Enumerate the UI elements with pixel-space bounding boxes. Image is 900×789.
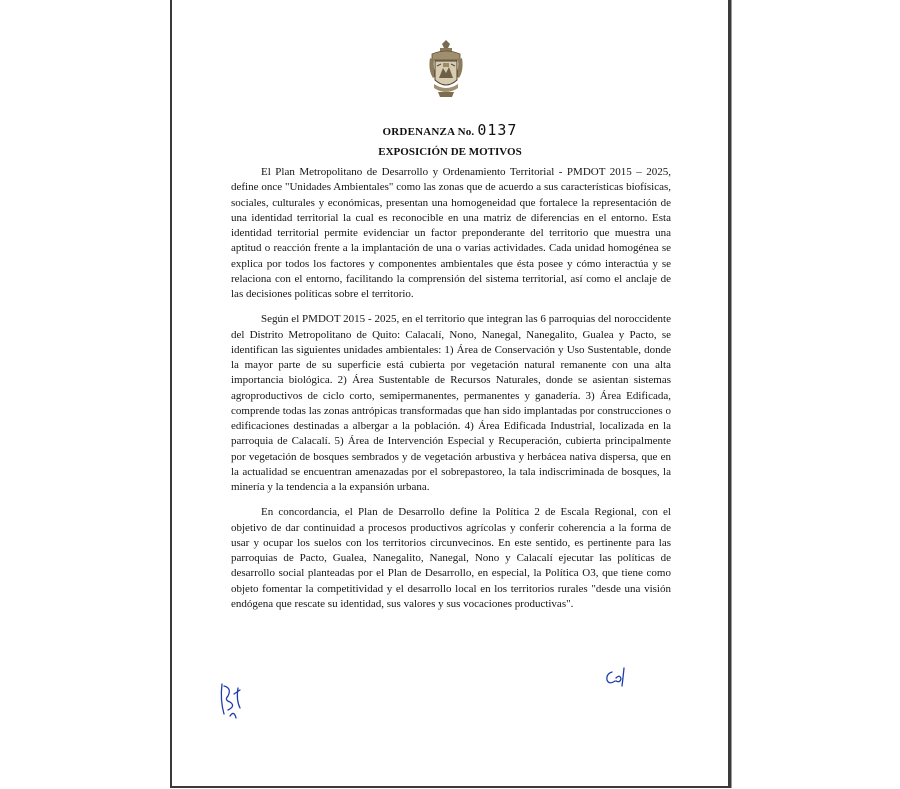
handwritten-initials-left-icon [216,680,246,722]
document-body [231,165,671,622]
paragraph: El Plan Metropolitano de Desarrollo y Ordenamiento Territorial - PMDOT 2015 – 2025, define once "Unidades Ambientales" como las zonas que de acuerdo a sus características biofísicas, sociales, culturales y económicas, presentan una homogeneidad que fortalece la representación de una identidad territorial la cual es reconocible en una matriz de diferencias en el entorno. Esta identidad territorial permite evidenciar un factor preponderante del territorio que muestra una aptitud o reacción frente a la implantación de una o varias actividades. Cada unidad homogénea se explica por todos los factores y componentes ambientales que ésta posee y cómo interactúa y se relaciona con el entorno, facilitando la comprensión del sistema territorial, así como el anclaje de las decisiones políticas sobre el territorio. [231,166,671,300]
ordinance-number: 0137 [477,121,518,139]
paragraph: Según el PMDOT 2015 - 2025, en el territorio que integran las 6 parroquias del noroccidente del Distrito Metropolitano de Quito: Calacalí, Nono, Nanegal, Nanegalito, Gualea y Pacto, se identifican las siguientes unidades ambientales: 1) Área de Conservación y Uso Sustentable, donde la mayor parte de su superficie está cubierta por vegetación natural remanente con una alta importancia biológica. 2) Área Sustentable de Recursos Naturales, donde se asientan sistemas agroproductivos de ciclo corto, semipermanentes, permanentes y ganadería. 3) Área Edificada, comprende todas las zonas antrópicas transformadas que han sido implantadas por construcciones o edificaciones destinadas a albergar a la población. 4) Área Edificada Industrial, localizada en la parroquia de Calacalí. 5) Área de Intervención Especial y Recuperación, cubierta principalmente por vegetación de bosques sembrados y de vegetación arbustiva y herbácea nativa dispersa, que en la actualidad se encuentran amenazadas por el sobrepastoreo, la tala indiscriminada de bosques, la minería y la tendencia a la expansión urbana. [231,313,671,493]
paragraph: En concordancia, el Plan de Desarrollo define la Política 2 de Escala Regional, con el objetivo de dar continuidad a procesos productivos agrícolas y conferir coherencia a la forma de usar y ocupar los suelos con los territorios circunvecinos. En este sentido, es pertinente para las parroquias de Pacto, Gualea, Nanegalito, Nanegal, Nono y Calacalí ejecutar las políticas de desarrollo social planteadas por el Plan de Desarrollo, en especial, la Política O3, que tiene como objeto fomentar la competitividad y el desarrollo local en los territorios rurales "desde una visión endógena que rescate su identidad, sus valores y sus vocaciones productivas". [231,506,671,610]
coat-of-arms-icon [428,40,464,98]
ordinance-label: ORDENANZA No. [382,126,475,138]
document-page [170,0,731,788]
section-heading: EXPOSICIÓN DE MOTIVOS [378,146,522,158]
ordinance-title [172,121,728,139]
handwritten-initials-right-icon [604,666,630,688]
